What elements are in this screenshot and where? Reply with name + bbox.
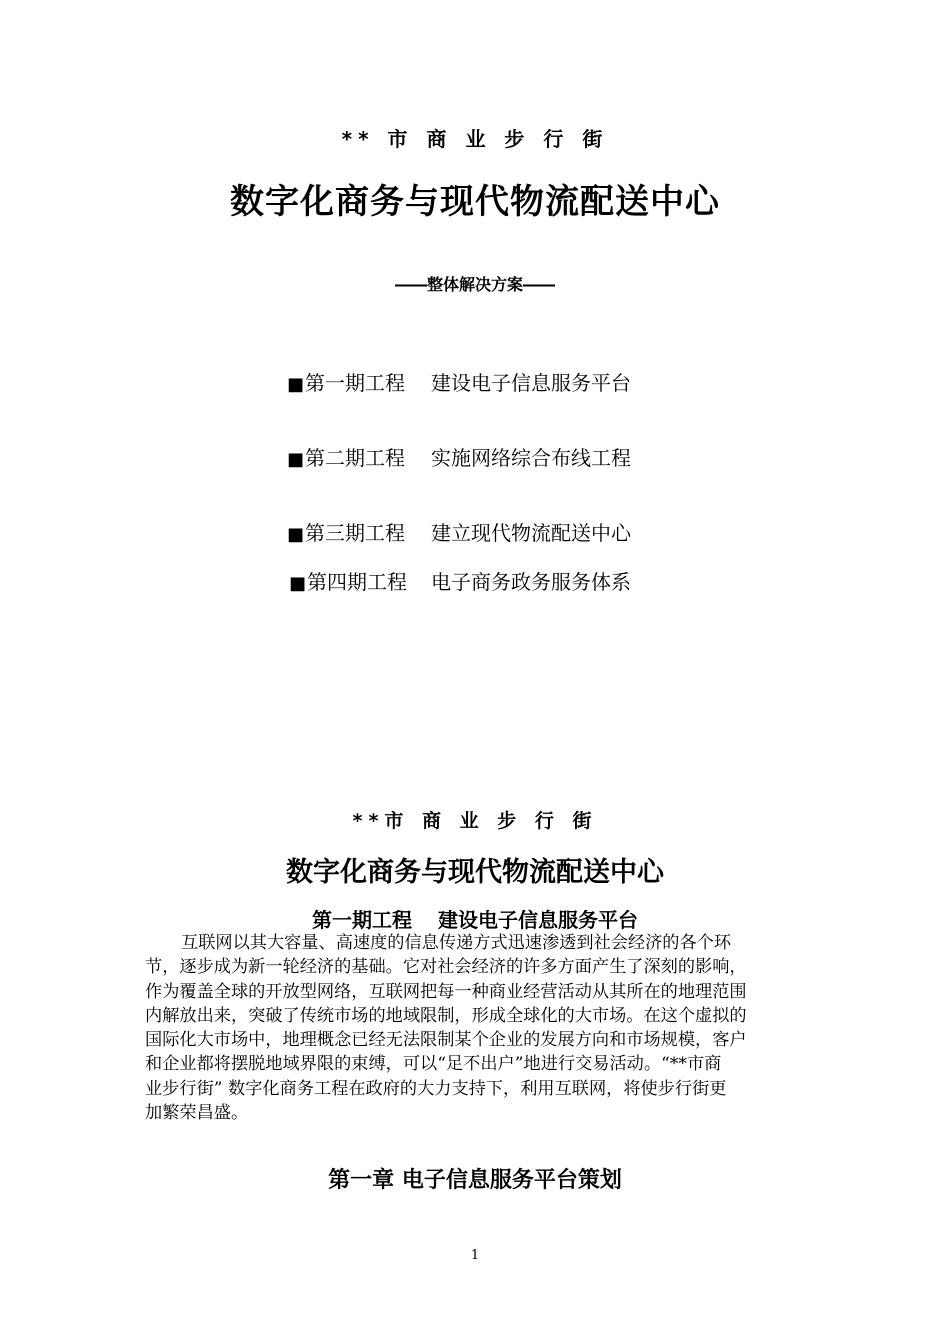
phase-desc: 实施网络综合布线工程 (431, 446, 632, 470)
phase-heading (0, 904, 950, 933)
body-line: 加繁荣昌盛。 (145, 1103, 249, 1124)
cover-subtitle: ** 市 商 业 步 行 街 (341, 127, 609, 151)
body-line: 内解放出来，突破了传统市场的地域限制，形成全球化的大市场。在这个虚拟的 (145, 1005, 747, 1026)
section-subtitle: **市 商 业 步 行 街 (352, 810, 598, 832)
chapter-heading: 第一章 电子信息服务平台策划 (328, 1168, 622, 1193)
cover-scheme: ――整体解决方案―― (394, 275, 555, 294)
phase-name: 第一期工程 (305, 371, 406, 395)
body-line: 和企业都将摆脱地域界限的束缚，可以“足不出户”地进行交易活动。“**市商 (145, 1054, 722, 1075)
phase-item-4 (289, 566, 631, 595)
square-bullet-icon: ■ (287, 524, 305, 545)
phase-desc: 电子商务政务服务体系 (431, 570, 632, 594)
square-bullet-icon: ■ (289, 573, 307, 594)
phase-desc: 建立现代物流配送中心 (431, 521, 632, 545)
phase-name: 第二期工程 (305, 446, 406, 470)
phase-item-1 (287, 367, 631, 396)
phase-desc: 建设电子信息服务平台 (431, 371, 632, 395)
phase-item-2 (287, 442, 631, 471)
phase-heading-name: 第一期工程 (312, 908, 412, 932)
phase-name: 第四期工程 (307, 570, 408, 594)
body-line: 作为覆盖全球的开放型网络，互联网把每一种商业经营活动从其所在的地理范围 (145, 981, 747, 1002)
body-line: 业步行街” 数字化商务工程在政府的大力支持下，利用互联网，将使步行街更 (145, 1078, 727, 1099)
square-bullet-icon: ■ (287, 374, 305, 395)
phase-heading-desc: 建设电子信息服务平台 (438, 908, 638, 932)
body-paragraph (145, 931, 805, 1125)
page-number: 1 (470, 1248, 480, 1263)
phase-item-3 (287, 517, 631, 546)
cover-title: 数字化商务与现代物流配送中心 (230, 182, 720, 222)
section-title: 数字化商务与现代物流配送中心 (286, 857, 664, 888)
square-bullet-icon: ■ (287, 449, 305, 470)
body-line: 节，逐步成为新一轮经济的基础。它对社会经济的许多方面产生了深刻的影响， (145, 957, 747, 978)
phase-name: 第三期工程 (305, 521, 406, 545)
body-line: 国际化大市场中，地理概念已经无法限制某个企业的发展方向和市场规模，客户 (145, 1030, 747, 1051)
body-line: 互联网以其大容量、高速度的信息传递方式迅速渗透到社会经济的各个环 (181, 933, 732, 953)
